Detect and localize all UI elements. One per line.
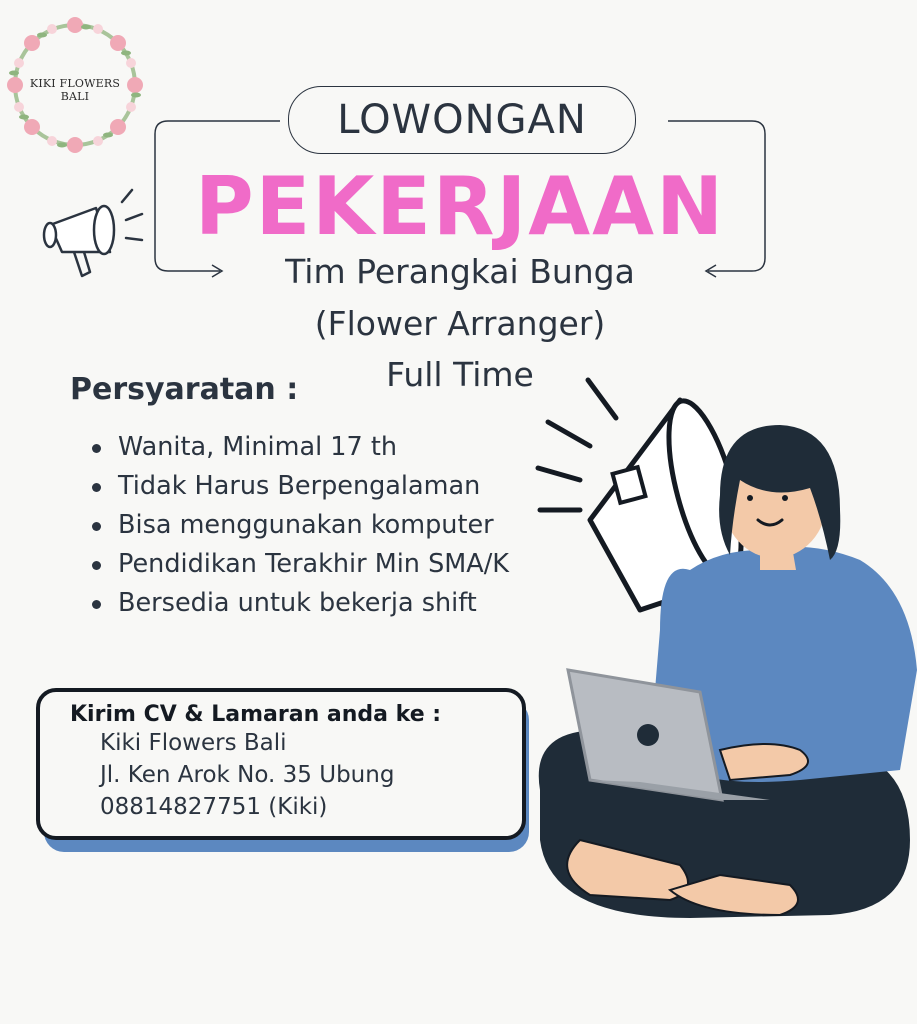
megaphone-icon (36, 180, 156, 280)
contact-title: Kirim CV & Lamaran anda ke : (70, 702, 442, 727)
contact-address: Jl. Ken Arok No. 35 Ubung (100, 762, 395, 788)
role-title: Tim Perangkai Bunga (285, 252, 635, 291)
employment-type: Full Time (386, 355, 534, 394)
logo-line-2: BALI (60, 90, 90, 103)
list-item: Tidak Harus Berpengalaman (90, 467, 509, 506)
requirements-title: Persyaratan : (70, 372, 299, 407)
contact-name: Kiki Flowers Bali (100, 730, 287, 756)
list-item: Wanita, Minimal 17 th (90, 428, 509, 467)
list-item: Bersedia untuk bekerja shift (90, 584, 509, 623)
list-item: Bisa menggunakan komputer (90, 506, 509, 545)
logo-line-1: KIKI FLOWERS (29, 77, 121, 90)
page-title: PEKERJAAN (194, 160, 726, 253)
header-pill: LOWONGAN (288, 86, 636, 154)
list-item: Pendidikan Terakhir Min SMA/K (90, 545, 509, 584)
role-english: (Flower Arranger) (314, 304, 606, 343)
logo (0, 15, 150, 155)
contact-phone: 08814827751 (Kiki) (100, 794, 328, 820)
requirements-list (90, 428, 509, 623)
